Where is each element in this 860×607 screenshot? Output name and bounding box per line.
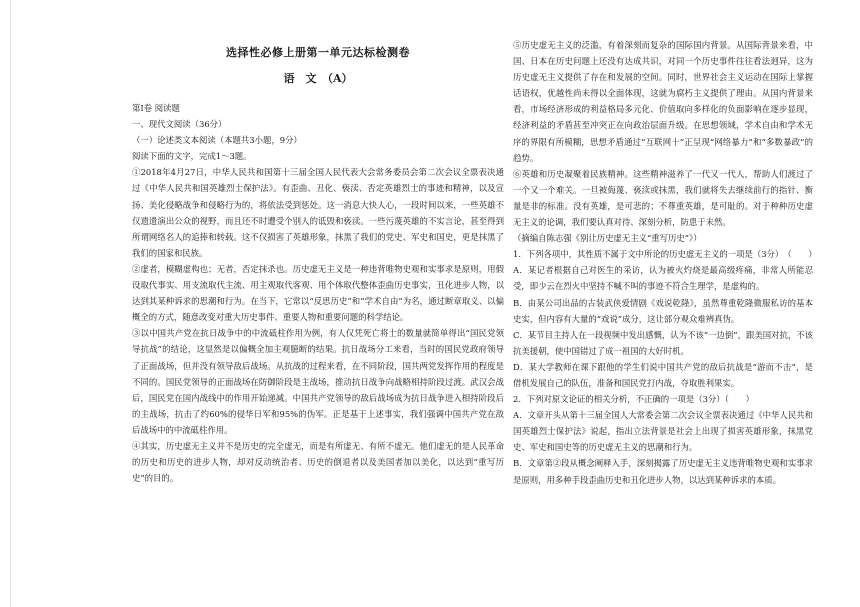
passage-paragraph-2: ②虚者，模糊虚构也；无者，否定抹杀也。历史虚无主义是一种违背唯物史观和实事求是原则，用假设取代事实、用支流取代主流、用主观取代客观、用个体取代整体歪曲历史事实，丑化进步人物，以达到其某种诉求的思潮和行为。在当下，它常以“反思历史”和“学术自由”为名，通过断章取义、以偏概全的方式，随意改变对重大历史事件、重要人物和重要问题的科学结论。 (132, 263, 504, 323)
reading-instruction: 阅读下面的文字，完成1～3题。 (132, 151, 252, 162)
exam-title: 选择性必修上册第一单元达标检测卷 (226, 46, 410, 59)
part-heading: 第Ⅰ卷 阅读题 (132, 103, 180, 113)
question-2: 2．下列对原文论证的相关分析，不正确的一项是（3分）（ ） (513, 394, 754, 405)
binding-margin-line (10, 0, 11, 607)
subsection-heading: （一）论述类文本阅读（本题共3小题，9分） (132, 135, 302, 146)
question-1: 1．下列各项中，其性质不属于文中所论的历史虚无主义的一项是（3分） （ ） (513, 249, 817, 260)
exam-subtitle: 语 文 （A） (283, 72, 353, 85)
question-1-option-b: B．由某公司出品的古装武侠爱情剧《戏说乾隆》，虽然尊重乾隆微服私访的基本史实，但内容有大量的“戏说”成分，这让部分观众难辨真伪。 (513, 297, 813, 324)
question-2-option-a: A．文章开头从第十三届全国人大常委会第二次会议全票表决通过《中华人民共和国英雄烈士保护法》说起，指出立法背景是社会上出现了损害英雄形象，抹黑党史、军史和国史等的历史虚无主义的思潮和行为。 (513, 410, 813, 453)
question-2-option-b: B．文章第②段从概念阐释入手，深刻揭露了历史虚无主义违背唯物史观和实事求是原则，用多种手段歪曲历史和丑化进步人物，以达到某种诉求的本质。 (513, 458, 813, 485)
question-1-option-d: D．某大学教师在课下跟他的学生们说中国共产党的敌后抗战是“游而不击”，是借机发展自己的队伍，准备和国民党打内战，夺取胜利果实。 (513, 361, 813, 388)
passage-paragraph-3: ③以中国共产党在抗日战争中的中流砥柱作用为例，有人仅凭死亡将士的数量就简单得出“国民党领导抗战”的结论，这显然是以偏概全加主观臆断的结果。抗日战场分工来看，当时的国民党政府领导了正面战场，但并没有领导敌后战场。从抗战的过程来看，在不同阶段，国共两党发挥作用的程度是不同的。国民党领导的正面战场在防御阶段是主战场，推动抗日战争向战略相持阶段过渡。武汉会战后，国民党在国内战线中的作用开始递减。中国共产党领导的敌后战场成为抗日战争进入相持阶段后的主战场，抗击了约60%的侵华日军和95%的伪军。正是基于上述事实，我们强调中国共产党在敌后战场中的中流砥柱作用。 (132, 328, 504, 435)
passage-paragraph-5: ⑤历史虚无主义的泛滥，有着深刻而复杂的国际国内背景。从国际背景来看，中国、日本在历史问题上还没有达成共识，对同一个历史事件往往看法迥异，这为历史虚无主义提供了存在和发展的空间。同时，世界社会主义运动在国际上掌握话语权，优越性尚未得以全面体现，这就为腐朽主义提供了理由。从国内背景来看，市场经济形成的利益格局多元化、价值取向多样化的负面影响在逐步显现，经济利益的矛盾甚至冲突正在向政治层面升级。在思想领域，学术自由和学术无序的界限有所模糊，思想矛盾通过“互联网十”正呈现“网络暴力”和“多数暴政”的趋势。 (513, 40, 813, 163)
passage-paragraph-6: ⑥英雄和历史凝聚着民族精神。这些精神滋养了一代又一代人，帮助人们渡过了一个又一个难关。一旦被侮蔑、亵渎或抹黑，我们就将失去继续前行的指针、衡量是非的标准。没有英雄，是可悲的；不尊重英雄，是可耻的。对于种种历史虚无主义的论调，我们要认真对待、深刻分析，防患于未然。 (513, 168, 813, 228)
passage-paragraph-4: ④其实，历史虚无主义并不是历史的完全虚无，而是有所虚无、有所不虚无。他们虚无的是人民革命的历史和历史的进步人物，却对反动统治者、历史的倒退者以及美国者加以美化，以达到“重写历史”的目的。 (132, 440, 504, 484)
section-heading: 一、现代文阅读（36分） (132, 119, 227, 130)
right-column (513, 0, 817, 488)
question-1-option-a: A．某记者根据自己对医生的采访，认为被火灼烧是最高级疼痛，非常人所能忍受，即少云在烈火中坚持不喊不叫的事迹不符合生理学，是虚构的。 (513, 265, 813, 292)
left-column (132, 0, 504, 486)
source-citation: （摘编自陈志强《别让历史虚无主义“重写历史”》） (513, 233, 702, 244)
question-1-option-c: C．某节目主持人在一段视频中发出感慨，认为不该“一边倒”，跟美国对抗，不该抗美援朝，使中国错过了成一祖国的大好时机。 (513, 329, 813, 356)
passage-paragraph-1: ①2018年4月27日，中华人民共和国第十三届全国人民代表大会常务委员会第二次会议全票表决通过《中华人民共和国英雄烈士保护法》。有歪曲、丑化、亵渎、否定英雄烈士的事迹和精神，以及宣扬、美化侵略战争和侵略行为的，将依法受到惩处。这一消息大快人心，一段时间以来，一些英雄不仅遗遗演出公众的视野，而且还不时遭受个别人的诋毁和亵渎。一些污蔑英雄的不实言论，甚至得到所谓网络名人的追捧和转载。这不仅损害了英雄形象，抹黑了我们的党史、军史和国史，更是抹黑了我们的国家和民族。 (132, 167, 504, 258)
